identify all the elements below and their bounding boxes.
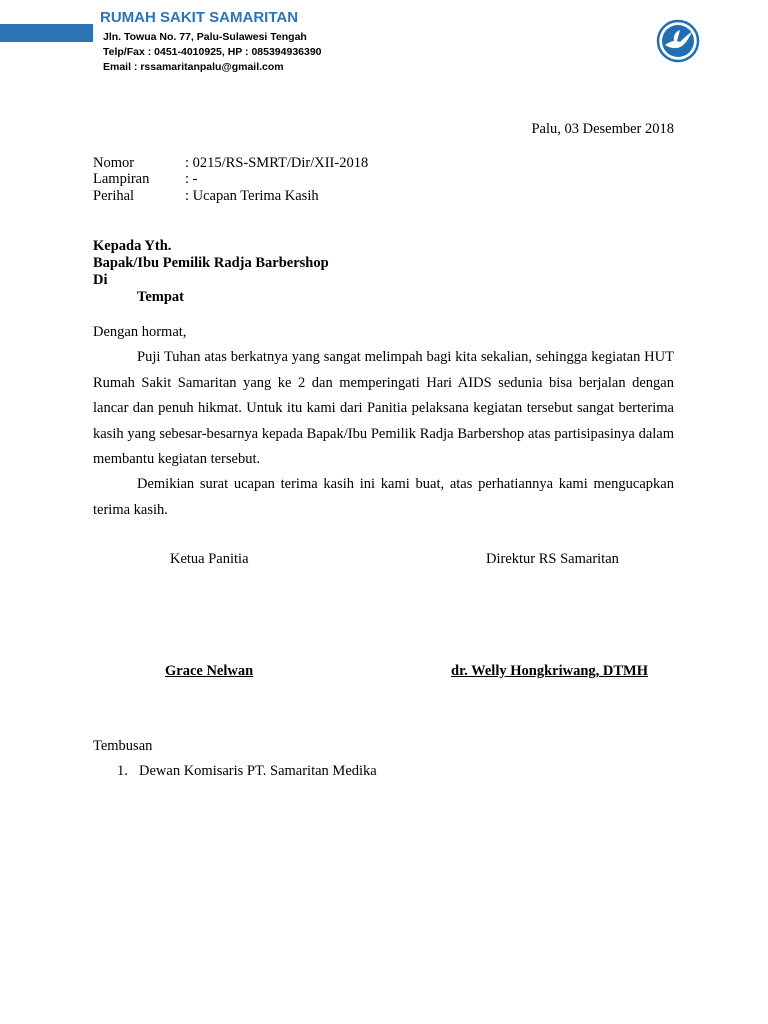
body-paragraph-1: Puji Tuhan atas berkatnya yang sangat melimpah bagi kita sekalian, sehingga kegiatan HUT Rumah Sakit Samaritan yang ke 2 dan memperingati Hari AIDS sedunia bisa berjalan dengan lancar dan penuh hikmat. Untuk itu kami dari Panitia pelaksana kegiatan tersebut sangat berterima kasih yang sebesar-besarnya kepada Bapak/Ibu Pemilik Radja Barbershop atas partisipasinya dalam membantu kegiatan tersebut. bbox=[93, 349, 674, 467]
meta-label-lampiran: Lampiran bbox=[93, 171, 150, 187]
signature-right-name: dr. Welly Hongkriwang, DTMH bbox=[451, 663, 648, 679]
signature-left-title: Ketua Panitia bbox=[170, 551, 249, 567]
recipient-place: Tempat bbox=[137, 289, 184, 305]
hospital-email: Email : rssamaritanpalu@gmail.com bbox=[103, 61, 284, 73]
hospital-phone: Telp/Fax : 0451-4010925, HP : 085394936390 bbox=[103, 46, 322, 58]
recipient-greeting: Kepada Yth. bbox=[93, 238, 172, 254]
letterhead-accent-bar bbox=[0, 24, 93, 42]
salutation: Dengan hormat, bbox=[93, 324, 187, 340]
cc-item-number: 1. bbox=[117, 763, 128, 779]
meta-label-perihal: Perihal bbox=[93, 188, 135, 204]
cc-heading: Tembusan bbox=[93, 738, 153, 754]
letter-date: Palu, 03 Desember 2018 bbox=[531, 121, 674, 137]
meta-value-nomor: : 0215/RS-SMRT/Dir/XII-2018 bbox=[185, 155, 369, 171]
signature-right-title: Direktur RS Samaritan bbox=[486, 551, 619, 567]
meta-value-lampiran: : - bbox=[185, 171, 198, 187]
dove-logo-icon bbox=[656, 19, 700, 63]
signature-left-name: Grace Nelwan bbox=[165, 663, 254, 679]
recipient-name: Bapak/Ibu Pemilik Radja Barbershop bbox=[93, 255, 329, 271]
recipient-di: Di bbox=[93, 272, 108, 288]
hospital-address: Jln. Towua No. 77, Palu-Sulawesi Tengah bbox=[103, 31, 307, 43]
meta-value-perihal: : Ucapan Terima Kasih bbox=[185, 188, 319, 204]
meta-label-nomor: Nomor bbox=[93, 155, 135, 171]
cc-item-text: Dewan Komisaris PT. Samaritan Medika bbox=[139, 763, 377, 779]
body-paragraph-2: Demikian surat ucapan terima kasih ini kami buat, atas perhatiannya kami mengucapkan terima kasih. bbox=[93, 476, 674, 518]
hospital-name: RUMAH SAKIT SAMARITAN bbox=[100, 9, 299, 26]
